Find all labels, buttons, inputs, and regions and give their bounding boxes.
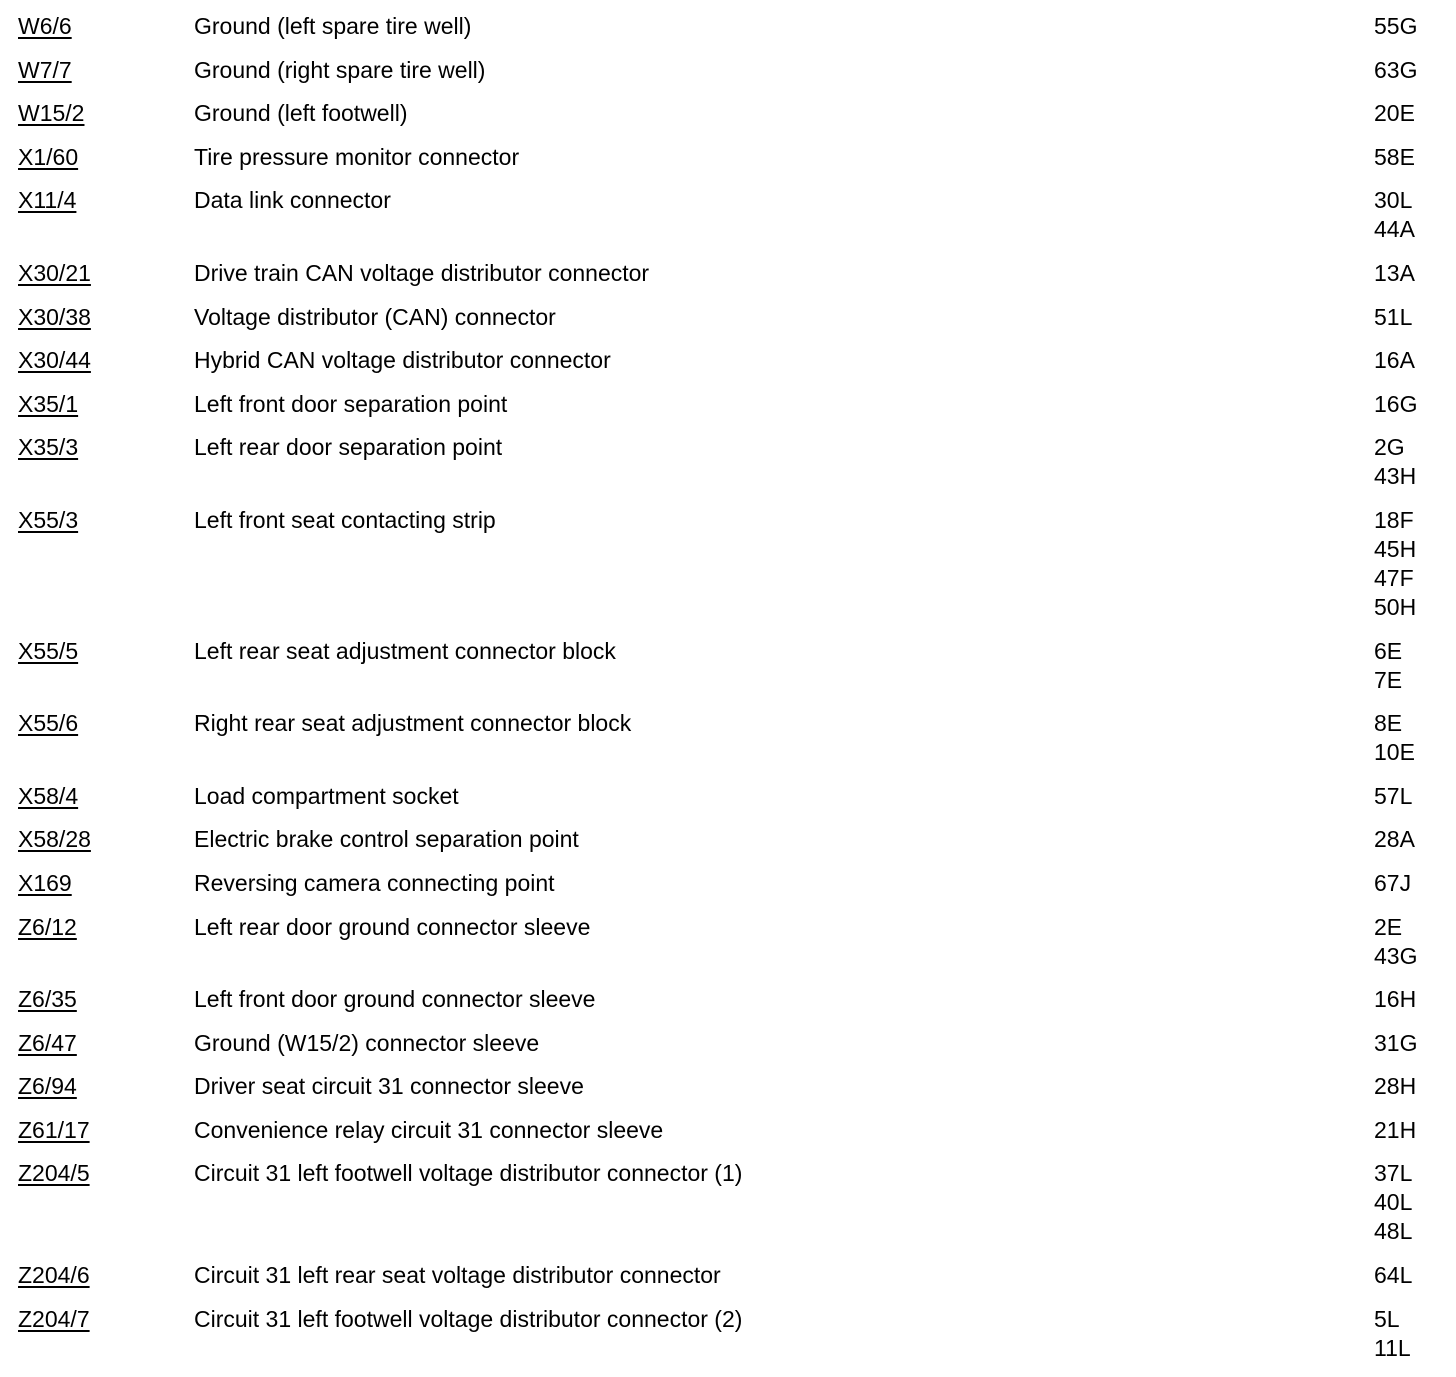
legend-row bbox=[18, 143, 1438, 172]
component-description: Left rear door separation point bbox=[194, 434, 503, 461]
grid-location: 45H bbox=[1374, 535, 1417, 562]
component-description: Ground (left spare tire well) bbox=[194, 13, 472, 39]
component-code-link[interactable]: Z6/12 bbox=[18, 913, 77, 940]
component-code-link[interactable]: X30/21 bbox=[18, 259, 91, 286]
component-description: Ground (right spare tire well) bbox=[194, 56, 486, 83]
grid-location: 43H bbox=[1374, 463, 1417, 490]
component-code-link[interactable]: X30/38 bbox=[18, 303, 91, 330]
component-code-link[interactable]: X30/44 bbox=[18, 347, 91, 374]
legend-row bbox=[18, 637, 1438, 695]
legend-row bbox=[18, 709, 1438, 767]
legend-row bbox=[18, 99, 1438, 128]
grid-location: 13A bbox=[1374, 259, 1415, 286]
component-description: Hybrid CAN voltage distributor connector bbox=[194, 347, 611, 374]
legend-row bbox=[18, 913, 1438, 971]
component-description: Electric brake control separation point bbox=[194, 826, 579, 853]
component-description: Circuit 31 left footwell voltage distributor connector (2) bbox=[194, 1305, 743, 1332]
component-code-link[interactable]: X1/60 bbox=[18, 143, 79, 170]
grid-location: 67J bbox=[1374, 869, 1412, 896]
legend-row bbox=[18, 433, 1438, 491]
grid-location: 43G bbox=[1374, 942, 1418, 969]
grid-locations bbox=[1374, 1305, 1438, 1363]
legend-row bbox=[18, 390, 1438, 419]
grid-locations bbox=[1374, 1116, 1438, 1145]
grid-locations bbox=[1374, 1261, 1438, 1290]
component-code-link[interactable]: Z6/47 bbox=[18, 1029, 77, 1056]
grid-locations bbox=[1374, 143, 1438, 172]
component-code-link[interactable]: X35/3 bbox=[18, 434, 79, 461]
component-description: Data link connector bbox=[194, 187, 391, 214]
component-description: Circuit 31 left footwell voltage distributor connector (1) bbox=[194, 1160, 743, 1187]
grid-location: 5L bbox=[1374, 1305, 1400, 1332]
component-code-link[interactable]: Z6/35 bbox=[18, 986, 77, 1013]
component-code-link[interactable]: Z204/7 bbox=[18, 1305, 90, 1332]
grid-locations bbox=[1374, 709, 1438, 767]
component-code-link[interactable]: X55/3 bbox=[18, 506, 79, 533]
component-code-link[interactable]: X11/4 bbox=[18, 187, 77, 214]
grid-locations bbox=[1374, 985, 1438, 1014]
grid-location: 57L bbox=[1374, 782, 1413, 809]
grid-location: 55G bbox=[1374, 13, 1418, 39]
component-description: Driver seat circuit 31 connector sleeve bbox=[194, 1073, 584, 1100]
component-description: Right rear seat adjustment connector block bbox=[194, 710, 632, 737]
grid-location: 30L bbox=[1374, 187, 1413, 214]
grid-location: 16H bbox=[1374, 986, 1417, 1013]
component-description: Left front door separation point bbox=[194, 390, 508, 417]
component-description: Left rear door ground connector sleeve bbox=[194, 913, 591, 940]
legend-row bbox=[18, 1159, 1438, 1246]
grid-locations bbox=[1374, 12, 1438, 41]
component-code-link[interactable]: W15/2 bbox=[18, 100, 85, 127]
grid-locations bbox=[1374, 506, 1438, 622]
component-code-link[interactable]: X55/6 bbox=[18, 710, 79, 737]
grid-location: 37L bbox=[1374, 1160, 1413, 1187]
component-description: Load compartment socket bbox=[194, 782, 459, 809]
grid-locations bbox=[1374, 99, 1438, 128]
legend-row bbox=[18, 782, 1438, 811]
grid-location: 58E bbox=[1374, 143, 1415, 170]
component-description: Left rear seat adjustment connector block bbox=[194, 637, 616, 664]
grid-location: 44A bbox=[1374, 216, 1415, 243]
grid-locations bbox=[1374, 913, 1438, 971]
legend-row bbox=[18, 506, 1438, 622]
legend-row bbox=[18, 1029, 1438, 1058]
component-code-link[interactable]: X55/5 bbox=[18, 637, 79, 664]
grid-locations bbox=[1374, 186, 1438, 244]
legend-row bbox=[18, 1072, 1438, 1101]
legend-row bbox=[18, 56, 1438, 85]
grid-location: 48L bbox=[1374, 1218, 1413, 1245]
grid-locations bbox=[1374, 259, 1438, 288]
grid-location: 11L bbox=[1374, 1334, 1411, 1361]
component-description: Left front door ground connector sleeve bbox=[194, 986, 596, 1013]
grid-location: 40L bbox=[1374, 1189, 1413, 1216]
grid-location: 6E bbox=[1374, 637, 1403, 664]
grid-location: 7E bbox=[1374, 666, 1403, 693]
component-description: Ground (left footwell) bbox=[194, 100, 408, 127]
component-description: Tire pressure monitor connector bbox=[194, 143, 520, 170]
grid-location: 31G bbox=[1374, 1029, 1418, 1056]
component-code-link[interactable]: W7/7 bbox=[18, 56, 72, 83]
grid-location: 63G bbox=[1374, 56, 1418, 83]
component-code-link[interactable]: X169 bbox=[18, 869, 72, 896]
grid-location: 51L bbox=[1374, 303, 1413, 330]
component-description: Circuit 31 left rear seat voltage distributor connector bbox=[194, 1262, 721, 1289]
grid-location: 21H bbox=[1374, 1116, 1417, 1143]
grid-location: 28H bbox=[1374, 1073, 1417, 1100]
component-code-link[interactable]: Z204/6 bbox=[18, 1262, 90, 1289]
grid-location: 28A bbox=[1374, 826, 1415, 853]
legend-row bbox=[18, 346, 1438, 375]
legend-row bbox=[18, 1305, 1438, 1363]
grid-location: 47F bbox=[1374, 564, 1414, 591]
grid-location: 18F bbox=[1374, 506, 1414, 533]
component-legend bbox=[18, 12, 1438, 1377]
grid-locations bbox=[1374, 1072, 1438, 1101]
grid-location: 64L bbox=[1374, 1262, 1413, 1289]
grid-locations bbox=[1374, 825, 1438, 854]
component-code-link[interactable]: Z204/5 bbox=[18, 1160, 90, 1187]
component-description: Left front seat contacting strip bbox=[194, 506, 496, 533]
component-code-link[interactable]: X35/1 bbox=[18, 390, 79, 417]
grid-locations bbox=[1374, 303, 1438, 332]
grid-locations bbox=[1374, 1159, 1438, 1246]
legend-row bbox=[18, 825, 1438, 854]
component-code-link[interactable]: W6/6 bbox=[18, 13, 72, 39]
component-code-link[interactable]: Z6/94 bbox=[18, 1073, 77, 1100]
component-description: Convenience relay circuit 31 connector sleeve bbox=[194, 1116, 664, 1143]
grid-location: 2E bbox=[1374, 913, 1403, 940]
grid-location: 20E bbox=[1374, 100, 1415, 127]
legend-row bbox=[18, 869, 1438, 898]
grid-locations bbox=[1374, 637, 1438, 695]
legend-row bbox=[18, 186, 1438, 244]
grid-location: 8E bbox=[1374, 710, 1403, 737]
component-description: Voltage distributor (CAN) connector bbox=[194, 303, 556, 330]
grid-location: 16A bbox=[1374, 347, 1415, 374]
grid-location: 16G bbox=[1374, 390, 1418, 417]
grid-locations bbox=[1374, 869, 1438, 898]
component-code-link[interactable]: X58/28 bbox=[18, 826, 91, 853]
component-code-link[interactable]: Z61/17 bbox=[18, 1116, 90, 1143]
legend-row bbox=[18, 1261, 1438, 1290]
legend-row bbox=[18, 985, 1438, 1014]
grid-locations bbox=[1374, 1029, 1438, 1058]
legend-row bbox=[18, 303, 1438, 332]
grid-locations bbox=[1374, 433, 1438, 491]
legend-row bbox=[18, 259, 1438, 288]
legend-row bbox=[18, 1116, 1438, 1145]
grid-locations bbox=[1374, 346, 1438, 375]
component-code-link[interactable]: X58/4 bbox=[18, 782, 79, 809]
component-description: Ground (W15/2) connector sleeve bbox=[194, 1029, 540, 1056]
component-description: Drive train CAN voltage distributor connector bbox=[194, 259, 650, 286]
grid-location: 50H bbox=[1374, 593, 1417, 620]
grid-locations bbox=[1374, 56, 1438, 85]
legend-row bbox=[18, 12, 1438, 41]
grid-location: 2G bbox=[1374, 434, 1405, 461]
component-description: Reversing camera connecting point bbox=[194, 869, 555, 896]
grid-locations bbox=[1374, 390, 1438, 419]
grid-locations bbox=[1374, 782, 1438, 811]
grid-location: 10E bbox=[1374, 739, 1415, 766]
